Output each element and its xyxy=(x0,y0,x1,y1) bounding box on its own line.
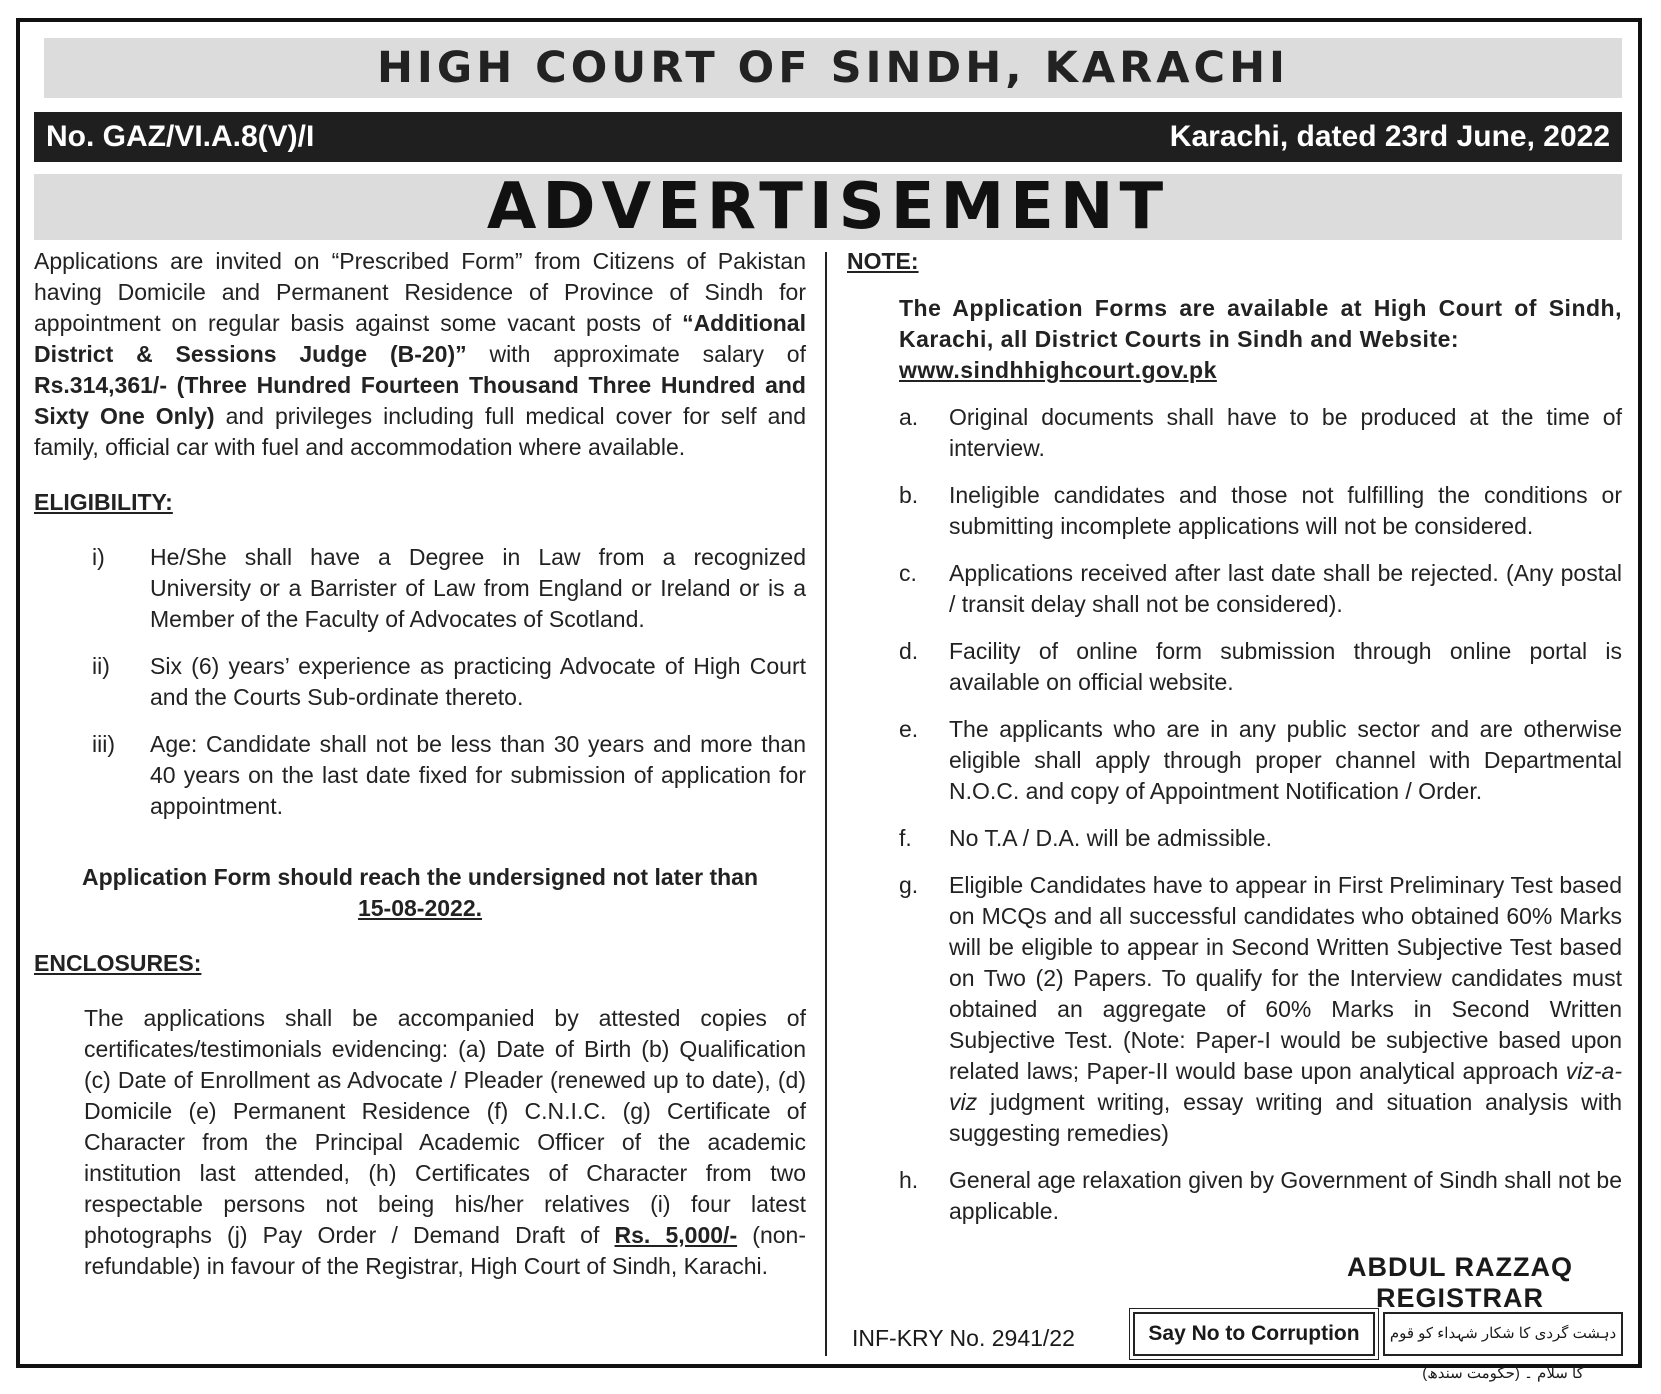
eligibility-list xyxy=(34,542,806,822)
test-text-2: judgment writing, essay writing and situation analysis with suggesting remedies) xyxy=(949,1089,1622,1146)
item-letter: g. xyxy=(899,872,919,898)
post-title: “Additional District & Sessions Judge (B-20)” xyxy=(34,310,806,367)
item-text: Ineligible candidates and those not fulfilling the conditions or submitting incomplete applications will not be considered. xyxy=(949,482,1622,539)
advertisement-heading: ADVERTISEMENT xyxy=(486,170,1170,244)
note-list xyxy=(849,402,1622,1227)
availability-text: The Application Forms are available at High Court of Sindh, Karachi, all District Courts in Sindh and Website: xyxy=(899,295,1622,352)
item-number: i) xyxy=(92,544,105,570)
item-letter: c. xyxy=(899,560,917,586)
item-text: Six (6) years’ experience as practicing Advocate of High Court and the Courts Sub-ordinate thereto. xyxy=(150,653,806,710)
enclosures-paragraph xyxy=(34,1003,806,1282)
eligibility-item xyxy=(34,651,806,713)
item-text: Facility of online form submission through online portal is available on official website. xyxy=(949,638,1622,695)
item-text: The applicants who are in any public sector and are otherwise eligible shall apply through proper channel with Departmental N.O.C. and copy of Appointment Notification / Order. xyxy=(949,716,1622,804)
note-item xyxy=(899,480,1622,542)
item-text: Applications received after last date shall be rejected. (Any postal / transit delay shall not be considered). xyxy=(949,560,1622,617)
title-banner xyxy=(44,38,1622,98)
issue-date: Karachi, dated 23rd June, 2022 xyxy=(1169,120,1610,153)
deadline-notice xyxy=(34,862,806,924)
left-column xyxy=(34,248,807,1282)
intro-paragraph xyxy=(34,246,806,463)
eligibility-item xyxy=(34,542,806,635)
registrar-name: ABDUL RAZZAQ xyxy=(1347,1252,1573,1282)
item-text: Original documents shall have to be produced at the time of interview. xyxy=(949,404,1622,461)
advertisement-banner xyxy=(34,170,1622,244)
inf-number: INF-KRY No. 2941/22 xyxy=(852,1325,1075,1351)
enclosures-heading: ENCLOSURES: xyxy=(34,950,202,976)
eligibility-item xyxy=(34,729,806,822)
note-heading: NOTE: xyxy=(847,248,919,274)
intro-text-3: and privileges including full medical cover for self and family, official car with fuel and accommodation where available. xyxy=(34,403,807,460)
deadline-date: 15-08-2022. xyxy=(357,895,483,921)
viz-a-viz: viz-a-viz xyxy=(949,1058,1622,1115)
note-item xyxy=(899,870,1622,1149)
intro-text-1: Applications are invited on “Prescribed Form” from Citizens of Pakistan having Domicile and Permanent Residence of Province of Sindh for appointment on regular basis against some vacant posts of xyxy=(34,248,806,336)
item-letter: a. xyxy=(899,404,919,430)
court-title: HIGH COURT OF SINDH, KARACHI xyxy=(376,43,1290,93)
item-letter: b. xyxy=(899,482,919,508)
note-item xyxy=(899,823,1622,854)
item-number: ii) xyxy=(92,653,110,679)
intro-text-2: with approximate salary of xyxy=(466,341,806,367)
item-number: iii) xyxy=(92,731,115,757)
eligibility-heading: ELIGIBILITY: xyxy=(34,489,173,515)
note-item xyxy=(899,402,1622,464)
note-item xyxy=(899,558,1622,620)
deadline-text: Application Form should reach the undersigned not later than xyxy=(82,864,758,890)
website-link[interactable]: www.sindhhighcourt.gov.pk xyxy=(899,357,1217,383)
test-text-1: Eligible Candidates have to appear in First Preliminary Test based on MCQs and all successful candidates who obtained 60% Marks will be eligible to appear in Second Written Subjective Test based on Two (2) Papers. To qualify for the Interview candidates must obtained an aggregate of 60% Marks in Second Written Subjective Test. (Note: Paper-I would be subjective based upon related laws; Paper-II would base upon analytical approach xyxy=(949,872,1622,1084)
item-letter: d. xyxy=(899,638,919,664)
availability-paragraph xyxy=(849,293,1622,386)
anti-corruption-box: Say No to Corruption xyxy=(1133,1312,1375,1356)
fee-amount: Rs. 5,000/- xyxy=(614,1222,738,1248)
column-divider xyxy=(825,252,827,1356)
item-text: No T.A / D.A. will be admissible. xyxy=(949,825,1272,851)
note-item xyxy=(899,714,1622,807)
note-item xyxy=(899,1165,1622,1227)
salary: Rs.314,361/- (Three Hundred Fourteen Thousand Three Hundred and Sixty One Only) xyxy=(34,372,806,429)
item-text: He/She shall have a Degree in Law from a recognized University or a Barrister of Law from England or Ireland or is a Member of the Faculty of Advocates of Scotland. xyxy=(150,544,806,632)
item-text xyxy=(949,870,1622,1149)
right-column xyxy=(847,248,1622,1227)
reference-bar xyxy=(34,112,1622,162)
item-text: General age relaxation given by Government of Sindh shall not be applicable. xyxy=(949,1167,1622,1224)
registrar-designation: REGISTRAR xyxy=(1375,1283,1544,1313)
signatory xyxy=(1310,1252,1610,1314)
note-item xyxy=(899,636,1622,698)
enclosures-text-1: The applications shall be accompanied by attested copies of certificates/testimonials evidencing: (a) Date of Birth (b) Qualification (c) Date of Enrollment as Advocate / Pleader (renewed up to date), (d) Domicile (e) Permanent Residence (f) C.N.I.C. (g) Certificate of Character from the Principal Academic Officer of the academic institution last attended, (h) Certificates of Character from two respectable persons not being his/her relatives (i) four latest photographs (j) Pay Order / Demand Draft of xyxy=(84,1005,806,1248)
reference-number: No. GAZ/VI.A.8(V)/I xyxy=(46,120,315,153)
item-letter: f. xyxy=(899,825,912,851)
item-letter: h. xyxy=(899,1167,919,1193)
urdu-slogan-box: دہشت گردی کا شکار شہداء کو قوم کا سلام ۔ (حکومت سندھ) xyxy=(1383,1312,1623,1356)
item-letter: e. xyxy=(899,716,919,742)
item-text: Age: Candidate shall not be less than 30 years and more than 40 years on the last date fixed for submission of application for appointment. xyxy=(150,731,806,819)
enclosures-text-2: (non-refundable) in favour of the Registrar, High Court of Sindh, Karachi. xyxy=(84,1222,806,1279)
